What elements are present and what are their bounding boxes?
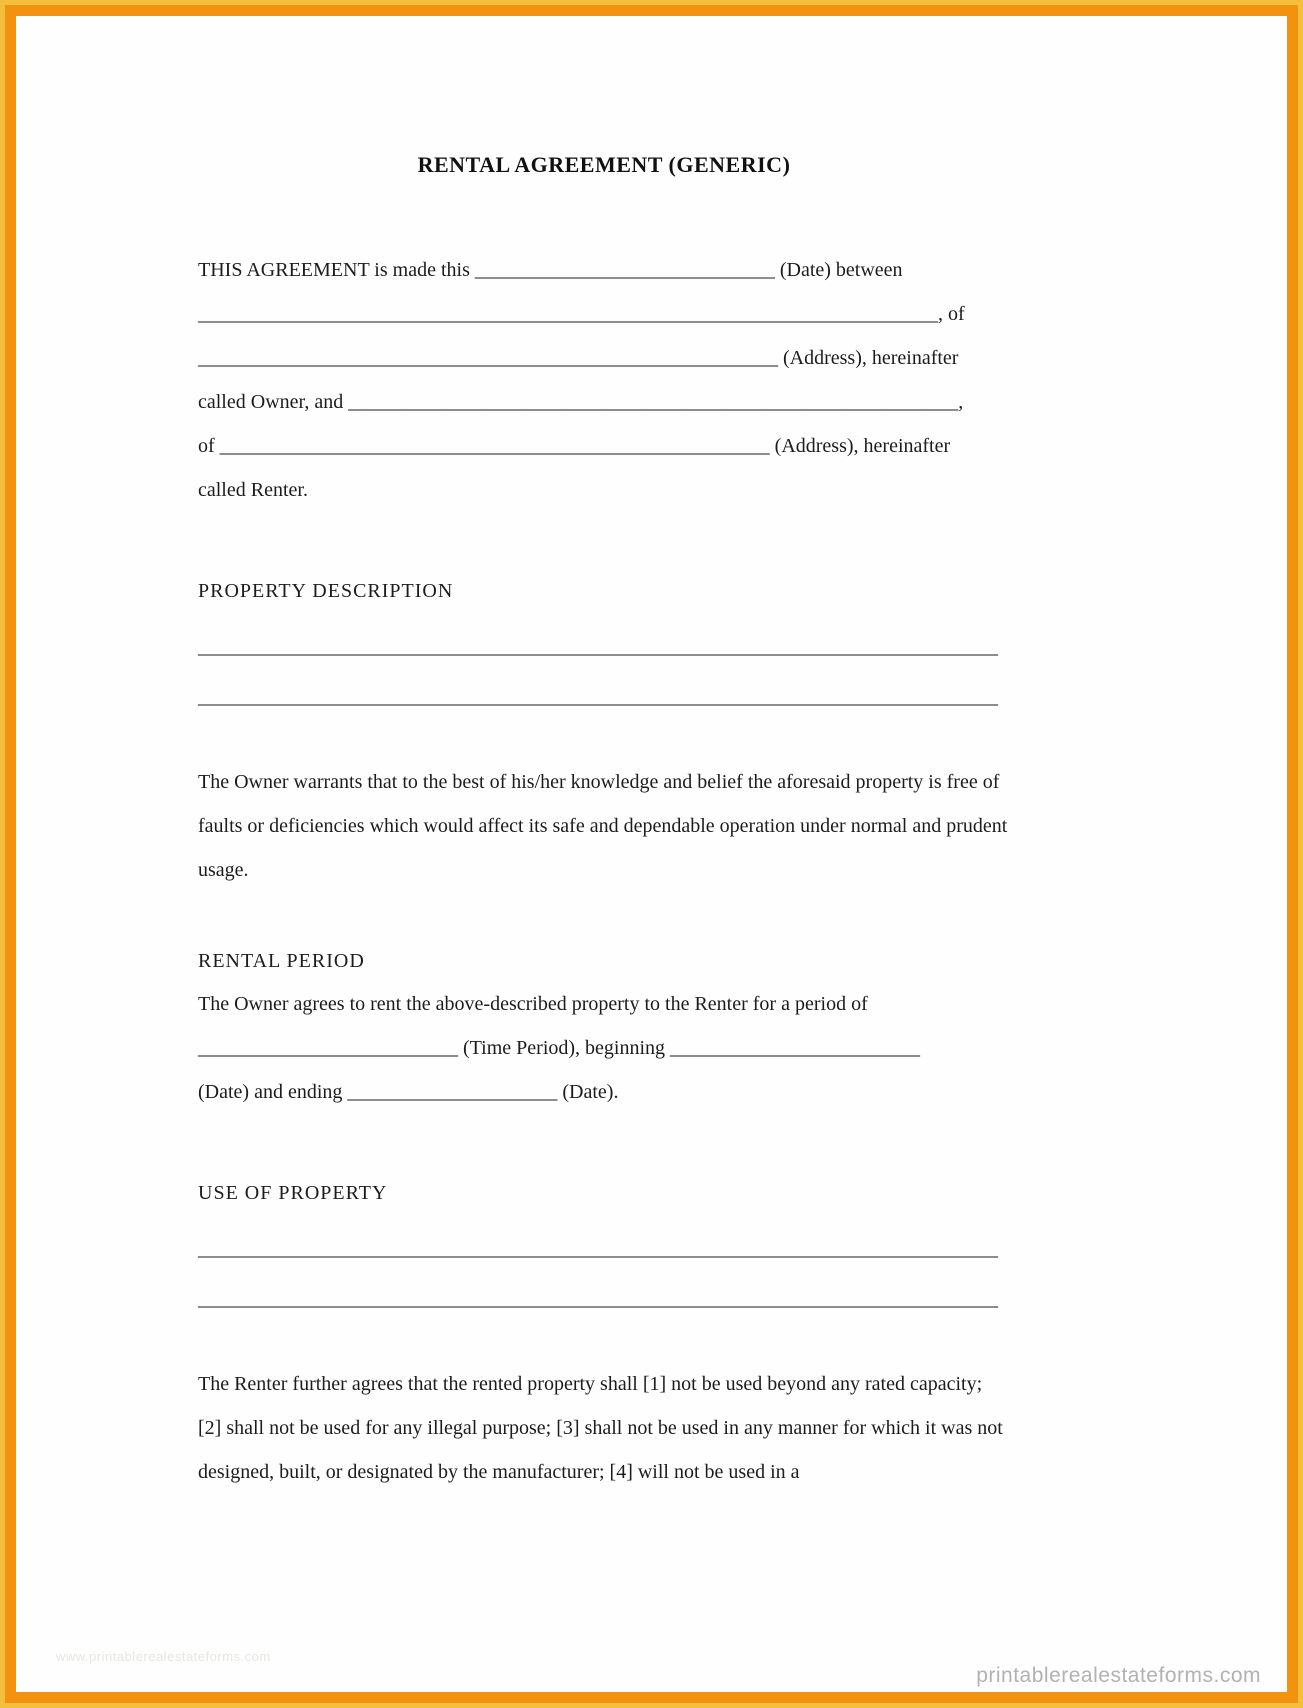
rental-period-section — [198, 982, 1010, 1114]
intro-line-owner-address-blank: __________________________________________________________ (Address), hereinafter — [198, 347, 959, 369]
blank-fill-line: ________________________________________________________________________________ — [198, 686, 998, 708]
intro-line-renter-name-blank: called Owner, and _____________________________________________________________, — [198, 391, 964, 413]
section-heading-rental-period: RENTAL PERIOD — [198, 950, 365, 972]
page-border-inner — [5, 5, 1298, 1703]
blank-fill-line: ________________________________________________________________________________ — [198, 636, 998, 658]
rental-period-time-blank: __________________________ (Time Period), beginning _________________________ — [198, 1037, 921, 1059]
renter-agreement-paragraph: The Renter further agrees that the rented property shall [1] not be used beyond any rated capacity; [2] shall not be used for any illegal purpose; [3] shall not be used in any manner for which it was not designed, built, or designated by the manufacturer; [4] will not be used in a — [198, 1373, 1003, 1483]
intro-line-owner-name-blank: __________________________________________________________________________, of — [198, 303, 965, 325]
intro-line-called-renter: called Renter. — [198, 479, 308, 501]
document-page — [16, 16, 1287, 1692]
property-description-blanks — [198, 622, 1010, 722]
document-content — [198, 150, 1010, 1494]
rental-period-sentence: The Owner agrees to rent the above-described property to the Renter for a period of — [198, 993, 868, 1015]
agreement-intro-section — [198, 248, 1010, 512]
intro-line-renter-address-blank: of _______________________________________________________ (Address), hereinafter — [198, 435, 951, 457]
blank-fill-line: ________________________________________________________________________________ — [198, 1288, 998, 1310]
section-heading-use-of-property: USE OF PROPERTY — [198, 1182, 388, 1204]
owner-warranty-paragraph: The Owner warrants that to the best of his/her knowledge and belief the aforesaid property is free of faults or deficiencies which would affect its safe and dependable operation under normal and prudent usage. — [198, 771, 1008, 881]
use-of-property-blanks — [198, 1224, 1010, 1324]
watermark-site-url: printablerealestateforms.com — [976, 1664, 1261, 1687]
document-title: RENTAL AGREEMENT (GENERIC) — [417, 152, 791, 177]
section-heading-property-description: PROPERTY DESCRIPTION — [198, 580, 454, 602]
rental-period-dates-blank: (Date) and ending _____________________ (Date). — [198, 1081, 619, 1103]
blank-fill-line: ________________________________________________________________________________ — [198, 1238, 998, 1260]
watermark-faint-url: www.printablerealestateforms.com — [56, 1649, 271, 1664]
intro-line-date: THIS AGREEMENT is made this ______________________________ (Date) between — [198, 259, 903, 281]
